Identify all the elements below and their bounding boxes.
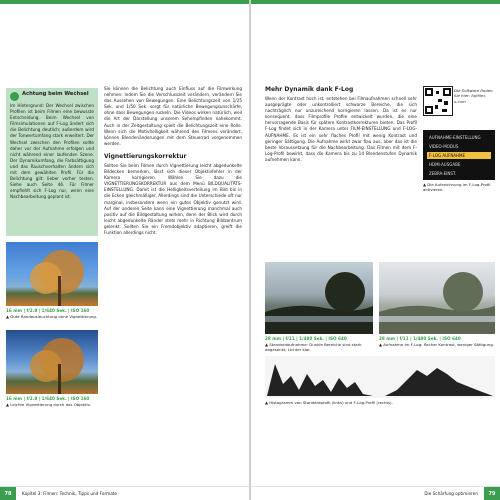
photo-tree-autumn-1	[6, 242, 98, 306]
top-accent-bar	[0, 0, 249, 4]
info-icon	[10, 92, 19, 101]
camera-menu-item: AUFNAHME-EINSTELLUNG	[429, 135, 481, 140]
qr-caption: Die Software finden Sie hier: fujifilm-x.com	[454, 88, 493, 104]
camera-menu-item: F-LOG AUFNAHME	[427, 152, 491, 159]
flog-heading: Mehr Dynamik dank F-Log	[265, 86, 354, 93]
photo-1-exif: 16 mm | f/2.8 | 1/640 Sek. | ISO 160	[6, 308, 90, 313]
camera-menu-item: VIDEO-MODUS	[429, 144, 459, 149]
standard-exif: 28 mm | f/11 | 1/480 Sek. | ISO 640	[265, 336, 347, 341]
standard-landscape	[265, 262, 373, 334]
photo-2-exif: 16 mm | f/2.8 | 1/640 Sek. | ISO 160	[6, 396, 90, 401]
flog-paragraph: Wenn der Kontrast hoch ist, entstehen bei Filmaufnahmen schnell sehr ausgeprägte oder unkontrolliert schwarze Bereiche, die sich nachträglich nur unzureichend korrigieren lassen. Da ist es nur konsequent, dass Filmprofile Profile entwickelt wurden, die eine hervorragende Basis für spätere Kontrastkorrekturen bieten. Das Profil F-Log findet sich in der Kamera unter FILM-EINSTELLUNG und F-LOG-AUFNAHME. Es ist ein sehr flaches Profil mit wenig Kontrast und geringer Sättigung. Die Aufnahme wirkt zwar flau aus, aber das ist die beste Voraussetzung für die Nachbearbeitung. Das Filmen mit dem F-Log-Profil bewirkt, dass die Kamera bis zu 14 Blendenstufen Dynamik aufnehmen kann.	[265, 96, 417, 162]
photo-flog-profile	[379, 262, 495, 334]
right-column-1	[265, 86, 417, 163]
standard-caption: ▲ Standardaufnahme: Dunkle Bereiche sind stark abgesenkt, Lichter klar.	[265, 342, 362, 353]
vignette-heading: Vignettierungskorrektur	[104, 152, 187, 160]
vignette-paragraph: Sollten Sie beim Filmen durch Vignettierung leicht abgedunkelte Bildecken bemerken, lässt sich dieser Objektivfehler in der Kamera korrigieren. Wählen Sie dazu die VIGNETTIERUNGSKORREKTUR aus dem Menü BILDQUALITÄTS-EINSTELLUNG. Damit ist die Helligkeitsverteilung im Bild bis in die Ecken gleichmäßiger. Allerdings sind die Unterschiede oft nur marginal, insbesondere wenn ein gutes Objektiv genutzt wird. Auf der anderen Seite kann eine Vignettierung manchmal auch positiv auf die Bildgestaltung wirken, denn der Blick wird durch leicht abgedunkelte Ränder stets mehr in Richtung Bildzentrum gelenkt. Sollten Sie ein Fremdobjektiv adaptieren, greift die Funktion allerdings nicht.	[104, 162, 242, 235]
right-page-number: 79	[484, 487, 500, 500]
left-footer	[0, 486, 249, 500]
left-page	[0, 0, 249, 500]
left-footer-text: Kapitel 3: Filmen: Technik, Tipps und Formate	[22, 491, 117, 496]
left-col2-paragraph: Sie können die Belichtung auch Einfluss auf die Filmwirkung nehmen: Indem Sie die Verschlusszeit verändern, verändern Sie das Aussehen von Bewegungen. Eine Belichtungszeit von 1/25 Sek. und 1/50 Sek. sorgt für natürliche Bewegungsunschärfe, ohne dass Bewegungen ruckeln. Die Videos wirken natürlich, weil die Art der Darstellung unserem Sehempfinden nahekommt. Auch in der Zeitgestaltung spielt die Belichtungszeit eine Rolle. Wenn sich die Motivhelligkeit während des Filmens verändert, können Blendenänderungen mit dem Steuerrad vorgenommen werden.	[104, 86, 242, 146]
photo-tree-autumn-2	[6, 330, 98, 394]
qr-pattern	[424, 87, 452, 115]
tree-silhouette-2	[6, 330, 98, 394]
camera-menu-item: HDMI-AUSGABE	[429, 162, 461, 167]
photo-2-caption: ▲ Leichte Vignettierung durch das Objektiv.	[6, 402, 91, 407]
histogram-caption: ▲ Histogramm von Standardprofil (links) und F-Log-Profil (rechts).	[265, 400, 393, 405]
right-footer	[251, 486, 500, 500]
tip-box-text: Im Hintergrund: Der Wechsel zwischen Profilen ist beim Filmen eine bewusste Entscheidung. Beim Wechsel von Filmsimulationen auf F-Log ändert sich die Belichtung deutlich; außerdem wird der Tonwertumfang stark erweitert. Der Wechsel zwischen den Profilen sollte daher vor der Aufnahme erfolgen und nicht während einer laufenden Szene. Der Dynamikumfang, die Farbsättigung und das Rauschverhalten ändern sich mit dem gewählten Profil. Für die Belichtung gilt: lieber vorher testen. Siehe auch Seite 46. Für Filmer empfiehlt sich F-Log nur, wenn eine Nachbearbeitung geplant ist.	[10, 103, 94, 200]
tip-box	[6, 88, 98, 236]
camera-menu-list	[427, 134, 491, 177]
tip-box-header	[10, 91, 94, 101]
photo-1-caption: ▲ Gute Randausleuchtung ohne Vignettierung.	[6, 314, 98, 319]
histogram-graphic	[265, 356, 495, 398]
camera-menu-item: ZEBRA-EINST.	[429, 171, 457, 176]
tree-silhouette	[6, 242, 98, 306]
photo-standard-profile	[265, 262, 373, 334]
flog-exif: 28 mm | f/11 | 1/480 Sek. | ISO 640	[379, 336, 461, 341]
qr-code	[423, 86, 453, 116]
right-page	[251, 0, 500, 500]
flog-caption: ▲ Aufnahme im F-Log: flacher Kontrast, weniger Sättigung.	[379, 342, 495, 347]
histograms	[265, 356, 495, 398]
right-footer-text: Die Schärfung optimieren	[424, 491, 478, 496]
left-page-number: 78	[0, 487, 16, 500]
camera-menu-screenshot	[423, 130, 495, 180]
left-column-2	[104, 86, 242, 236]
top-accent-bar-right	[251, 0, 500, 4]
tip-box-title: Achtung beim Wechsel	[22, 91, 89, 97]
flog-landscape	[379, 262, 495, 334]
menu-caption: ▲ Die Aufzeichnung im F-Log-Profil aktivieren.	[423, 182, 491, 193]
